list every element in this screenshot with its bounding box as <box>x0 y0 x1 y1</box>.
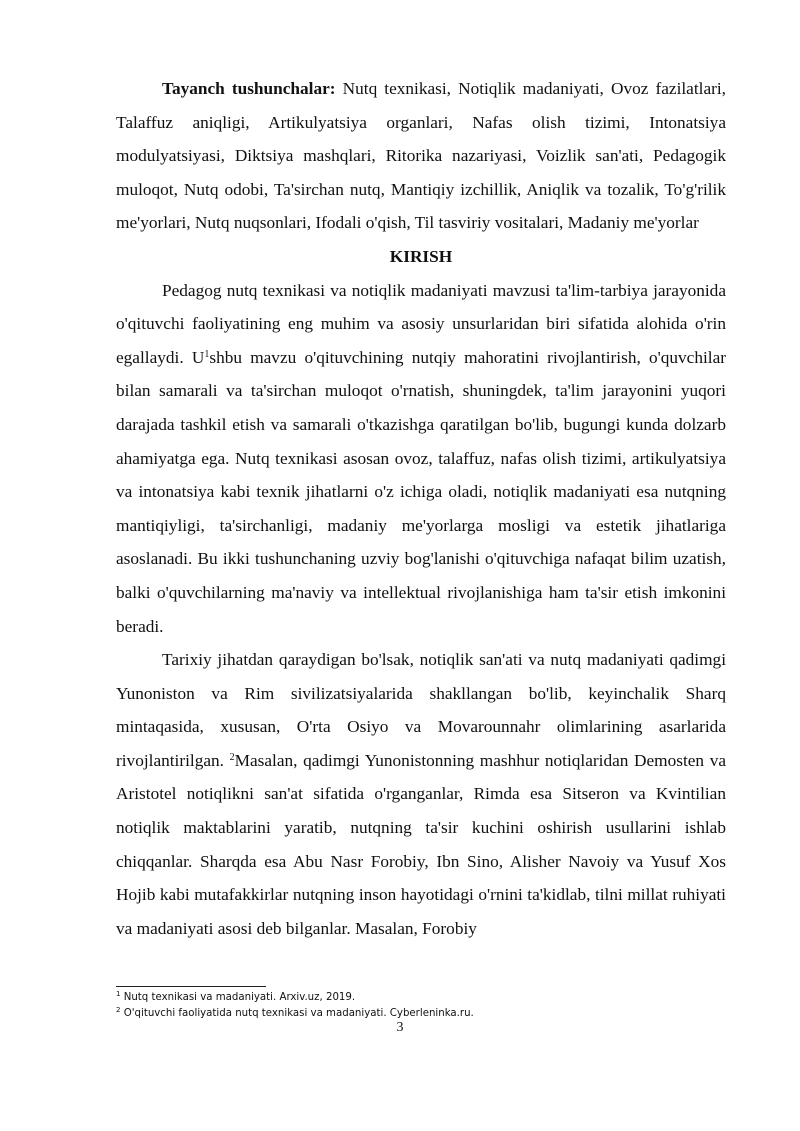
footnote-text: O'qituvchi faoliyatida nutq texnikasi va madaniyati. Cyberleninka.ru. <box>120 1008 474 1019</box>
footnote-separator <box>116 986 266 987</box>
footnote-number: 1 <box>116 990 121 998</box>
footnote-text: Nutq texnikasi va madaniyati. Arxiv.uz, 2019. <box>120 992 356 1003</box>
footnote-ref-2: 2 <box>229 751 235 763</box>
intro-paragraph-2 <box>116 643 726 945</box>
footnotes <box>116 990 726 1022</box>
keywords-text: Nutq texnikasi, Notiqlik madaniyati, Ovoz fazilatlari, Talaffuz aniqligi, Artikulyatsiya organlari, Nafas olish tizimi, Intonatsiya modulyatsiyasi, Diktsiya mashqlari, Ritorika nazariyasi, Voizlik san'ati, Pedagogik muloqot, Nutq odobi, Ta'sirchan nutq, Mantiqiy izchillik, Aniqlik va tozalik, To'g'rilik me'yorlari, Nutq nuqsonlari, Ifodali o'qish, Til tasviriy vositalari, Madaniy me'yorlar <box>116 79 726 233</box>
para2-text-end: Masalan, qadimgi Yunonistonning mashhur notiqlaridan Demosten va Aristotel notiqlikni san'at sifatida o'rganganlar, Rimda esa Sitseron va Kvintilian notiqlik maktablarini yaratib, nutqning ta'sir kuchini oshirish usullarini ishlab chiqqanlar. Sharqda esa Abu Nasr Forobiy, Ibn Sino, Alisher Navoiy va Yusuf Xos Hojib kabi mutafakkirlar nutqning inson hayotidagi o'rnini ta'kidlab, tilni millat ruhiyati va madaniyati asosi deb bilganlar. Masalan, Forobiy <box>116 750 727 938</box>
para1-text-end: shbu mavzu o'qituvchining nutqiy mahoratini rivojlantirish, o'quvchilar bilan samarali va ta'sirchan muloqot o'rnatish, shuningdek, ta'lim jarayonini yuqori darajada tashkil etish va samarali o'tkazishga qaratilgan bo'lib, bugungi kunda dolzarb ahamiyatga ega. Nutq texnikasi asosan ovoz, talaffuz, nafas olish tizimi, artikulyatsiya va intonatsiya kabi texnik jihatlarni o'z ichiga oladi, notiqlik madaniyati esa nutqning mantiqiyligi, ta'sirchanligi, madaniy me'yorlarga mosligi va estetik jihatlariga asoslanadi. Bu ikki tushunchaning uzviy bog'lanishi o'qituvchiga nafaqat bilim uzatish, balki o'quvchilarning ma'naviy va intellektual rivojlanishiga ham ta'sir etish imkonini beradi. <box>116 347 726 636</box>
intro-paragraph-1 <box>116 274 726 644</box>
para2-text-start: Tarixiy jihatdan qaraydigan bo'lsak, notiqlik san'ati va nutq madaniyati qadimgi Yunoniston va Rim sivilizatsiyalarida shakllangan bo'lib, keyinchalik Sharq mintaqasida, xususan, O'rta Osiyo va Movarounnahr olimlarining asarlarida rivojlantirilgan. <box>116 650 726 770</box>
footnote-1 <box>116 990 726 1006</box>
body-text <box>116 72 726 945</box>
footnote-ref-1: 1 <box>204 348 210 360</box>
keywords-paragraph <box>116 72 726 240</box>
keywords-label: Tayanch tushunchalar: <box>162 79 336 98</box>
para1-text-start: Pedagog nutq texnikasi va notiqlik madaniyati mavzusi ta'lim-tarbiya jarayonida o'qituvchi faoliyatining eng muhim va asosiy unsurlaridan biri sifatida alohida o'rin egallaydi. U <box>116 280 726 367</box>
section-heading: KIRISH <box>389 246 453 266</box>
page-number: 3 <box>396 1020 404 1035</box>
footnote-number: 2 <box>116 1006 121 1014</box>
